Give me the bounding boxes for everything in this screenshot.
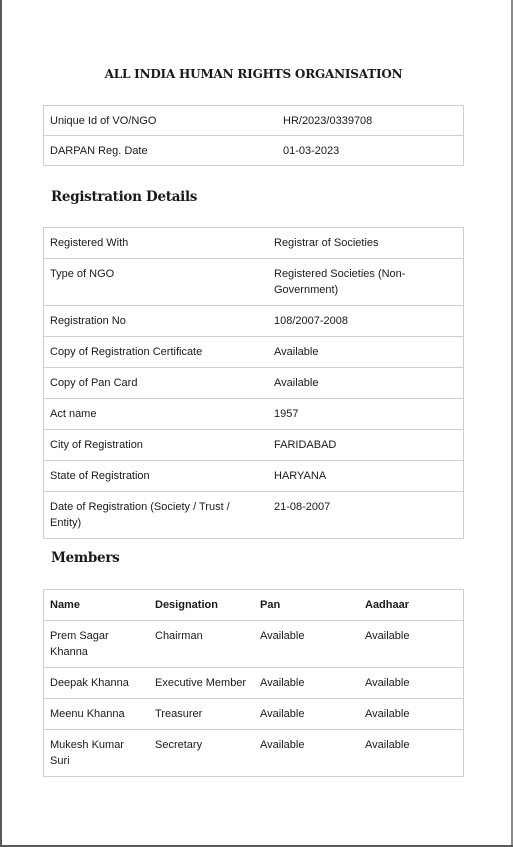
- table-row: [44, 306, 464, 337]
- table-row: [44, 492, 464, 539]
- member-aadhaar: Available: [359, 730, 464, 777]
- ngo-info-table: [43, 105, 464, 166]
- member-designation: Executive Member: [149, 668, 254, 699]
- members-table: [43, 589, 464, 777]
- registration-heading: Registration Details: [51, 189, 198, 205]
- registration-label: Act name: [44, 399, 263, 430]
- registration-label: Registration No: [44, 306, 263, 337]
- members-heading: Members: [51, 550, 120, 566]
- registration-label: Copy of Registration Certificate: [44, 337, 263, 368]
- table-row: [44, 259, 464, 306]
- page-border-left: [0, 0, 2, 847]
- member-aadhaar: Available: [359, 668, 464, 699]
- registration-value: HARYANA: [262, 461, 464, 492]
- registration-value: Available: [262, 337, 464, 368]
- page-title: ALL INDIA HUMAN RIGHTS ORGANISATION: [104, 67, 403, 81]
- registration-label: Registered With: [44, 228, 263, 259]
- table-row: [44, 136, 464, 166]
- table-row: [44, 399, 464, 430]
- member-designation: Treasurer: [149, 699, 254, 730]
- member-pan: Available: [254, 668, 359, 699]
- ngo-id-label: Unique Id of VO/NGO: [44, 106, 271, 136]
- column-header-aadhaar: Aadhaar: [359, 590, 464, 621]
- registration-value: Available: [262, 368, 464, 399]
- registration-label: State of Registration: [44, 461, 263, 492]
- member-name: Mukesh Kumar Suri: [44, 730, 150, 777]
- table-row: [44, 461, 464, 492]
- column-header-designation: Designation: [149, 590, 254, 621]
- registration-label: City of Registration: [44, 430, 263, 461]
- column-header-pan: Pan: [254, 590, 359, 621]
- table-header-row: [44, 590, 464, 621]
- ngo-id-value: HR/2023/0339708: [270, 106, 464, 136]
- member-name: Meenu Khanna: [44, 699, 150, 730]
- registration-value: Registered Societies (Non-Government): [262, 259, 464, 306]
- table-row: [44, 730, 464, 777]
- table-row: [44, 228, 464, 259]
- darpan-date-value: 01-03-2023: [270, 136, 464, 166]
- member-name: Prem Sagar Khanna: [44, 621, 150, 668]
- registration-value: 21-08-2007: [262, 492, 464, 539]
- member-designation: Secretary: [149, 730, 254, 777]
- registration-label: Date of Registration (Society / Trust / Entity): [44, 492, 263, 539]
- registration-value: FARIDABAD: [262, 430, 464, 461]
- member-pan: Available: [254, 621, 359, 668]
- member-pan: Available: [254, 699, 359, 730]
- member-designation: Chairman: [149, 621, 254, 668]
- member-aadhaar: Available: [359, 621, 464, 668]
- table-row: [44, 106, 464, 136]
- registration-value: 108/2007-2008: [262, 306, 464, 337]
- registration-value: 1957: [262, 399, 464, 430]
- table-row: [44, 668, 464, 699]
- registration-table: [43, 227, 464, 539]
- column-header-name: Name: [44, 590, 150, 621]
- table-row: [44, 699, 464, 730]
- member-name: Deepak Khanna: [44, 668, 150, 699]
- table-row: [44, 621, 464, 668]
- table-row: [44, 337, 464, 368]
- table-row: [44, 430, 464, 461]
- registration-label: Copy of Pan Card: [44, 368, 263, 399]
- registration-label: Type of NGO: [44, 259, 263, 306]
- registration-value: Registrar of Societies: [262, 228, 464, 259]
- table-row: [44, 368, 464, 399]
- member-pan: Available: [254, 730, 359, 777]
- darpan-date-label: DARPAN Reg. Date: [44, 136, 271, 166]
- member-aadhaar: Available: [359, 699, 464, 730]
